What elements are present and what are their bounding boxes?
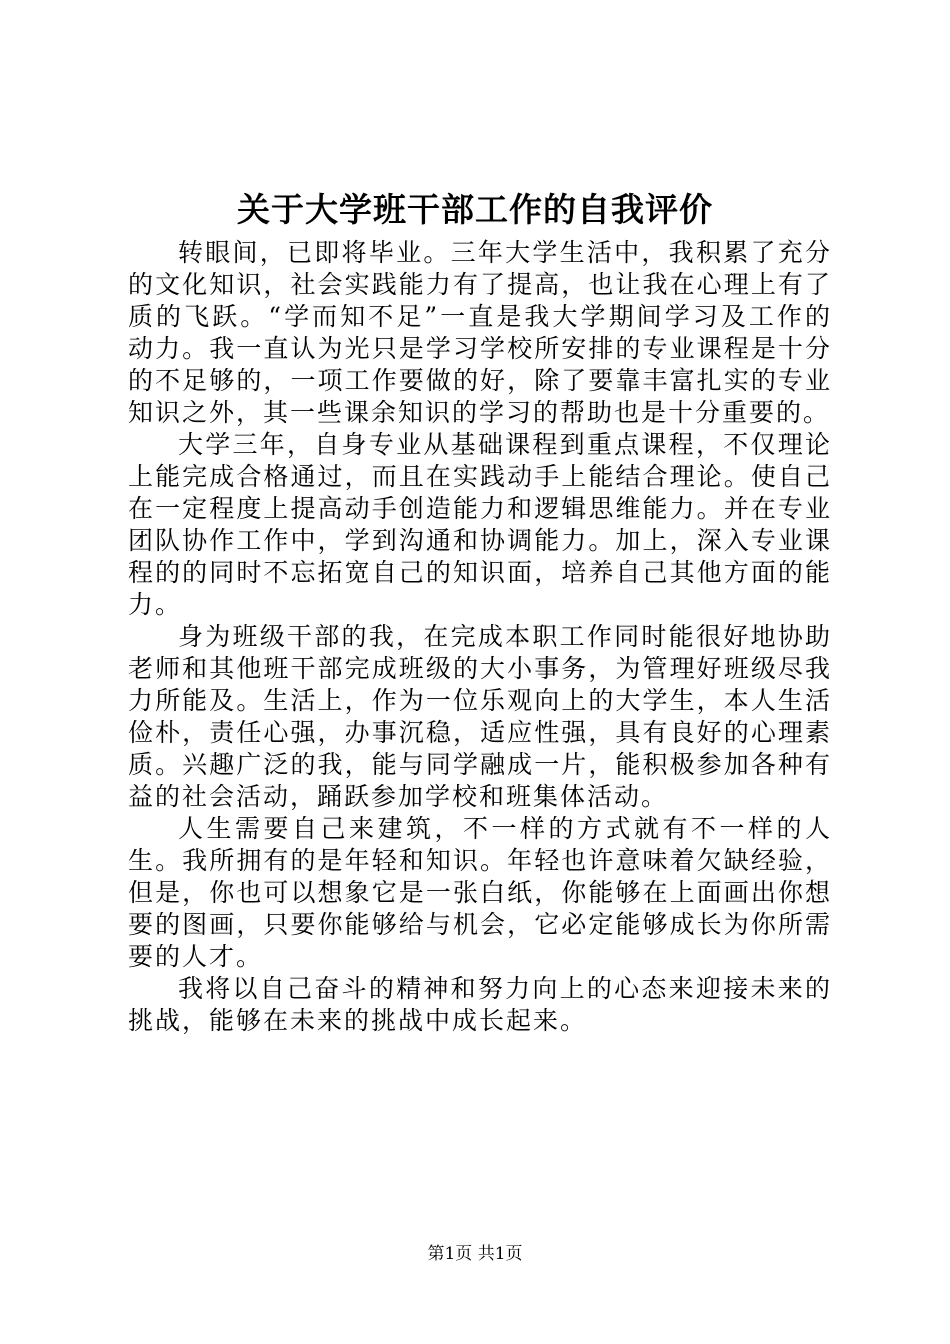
paragraph-5: 我将以自己奋斗的精神和努力向上的心态来迎接未来的挑战，能够在未来的挑战中成长起来。	[128, 974, 832, 1035]
paragraph-1: 转眼间，已即将毕业。三年大学生活中，我积累了充分的文化知识，社会实践能力有了提高，也让我在心理上有了质的飞跃。“学而知不足”一直是我大学期间学习及工作的动力。我一直认为光只是学习学校所安排的专业课程是十分的不足够的，一项工作要做的好，除了要靠丰富扎实的专业知识之外，其一些课余知识的学习的帮助也是十分重要的。	[128, 238, 832, 427]
paragraph-3: 身为班级干部的我，在完成本职工作同时能很好地协助老师和其他班干部完成班级的大小事务，为管理好班级尽我力所能及。生活上，作为一位乐观向上的大学生，本人生活俭朴，责任心强，办事沉稳，适应性强，具有良好的心理素质。兴趣广泛的我，能与同学融成一片，能积极参加各种有益的社会活动，踊跃参加学校和班集体活动。	[128, 622, 832, 811]
document-body	[128, 237, 832, 1037]
page-number-footer: 第1页 共1页	[427, 1244, 523, 1264]
paragraph-4: 人生需要自己来建筑，不一样的方式就有不一样的人生。我所拥有的是年轻和知识。年轻也许意味着欠缺经验，但是，你也可以想象它是一张白纸，你能够在上面画出你想要的图画，只要你能够给与机会，它必定能够成长为你所需要的人才。	[128, 814, 832, 971]
paragraph-2: 大学三年，自身专业从基础课程到重点课程，不仅理论上能完成合格通过，而且在实践动手上能结合理论。使自己在一定程度上提高动手创造能力和逻辑思维能力。并在专业团队协作工作中，学到沟通和协调能力。加上，深入专业课程的的同时不忘拓宽自己的知识面，培养自己其他方面的能力。	[128, 430, 832, 619]
document-title: 关于大学班干部工作的自我评价	[237, 190, 713, 229]
